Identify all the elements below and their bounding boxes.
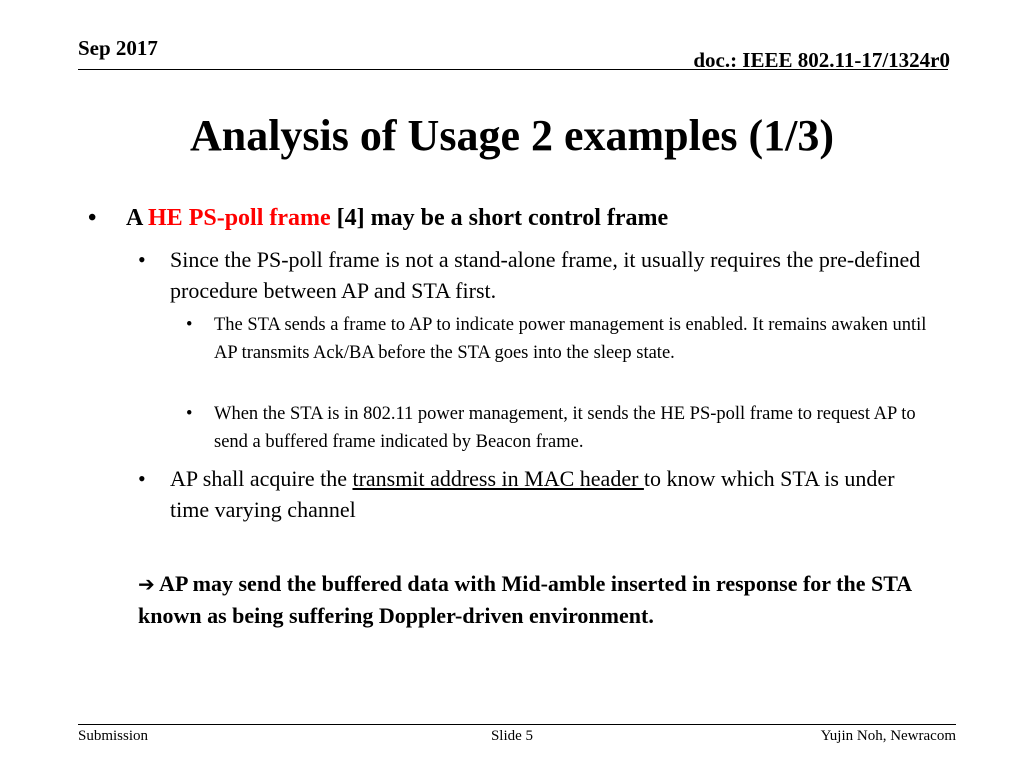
he-ps-poll-highlight: HE PS-poll frame [148, 205, 331, 231]
bullet-sub1 [138, 244, 938, 306]
footer-author: Yujin Noh, Newracom [820, 728, 956, 744]
right-arrow-icon: ➔ [138, 572, 155, 596]
bullet-sub2 [138, 463, 938, 525]
conclusion [138, 568, 958, 631]
slide-title: Analysis of Usage 2 examples (1/3) [189, 111, 835, 160]
bullet-dot: • [186, 404, 193, 424]
bullet-sub1-item-1 [186, 312, 946, 367]
header-rule [78, 69, 948, 70]
footer-submission: Submission [78, 728, 149, 744]
bullet-sub1-item-1-text: The STA sends a frame to AP to indicate power management is enabled. It remains awaken until AP transmits Ack/BA before the STA goes into the sleep state. [214, 315, 927, 363]
bullet-sub1-item-2 [186, 401, 946, 456]
bullet-sub2-text [170, 463, 938, 525]
footer-rule [78, 724, 956, 725]
header-doc-id: doc.: IEEE 802.11-17/1324r0 [693, 48, 950, 72]
bullet-sub2-prefix: AP shall acquire the [170, 466, 353, 491]
bullet-level1-text [126, 202, 668, 234]
bullet-sub1-text: Since the PS-poll frame is not a stand-alone frame, it usually requires the pre-defined procedure between AP and STA first. [170, 247, 921, 303]
bullet-dot: • [138, 247, 146, 272]
bullet-sub2-suffix: to know which STA is under time varying channel [170, 466, 895, 522]
bullet-sub1-item-2-text: When the STA is in 802.11 power management, it sends the HE PS-poll frame to request AP to send a buffered frame indicated by Beacon frame. [214, 404, 916, 452]
mac-header-underlined: transmit address in MAC header [352, 466, 644, 491]
bullet-dot: • [186, 315, 193, 335]
conclusion-text: AP may send the buffered data with Mid-amble inserted in response for the STA known as being suffering Doppler-driven environment. [138, 571, 911, 628]
bullet-level1-suffix: [4] may be a short control frame [330, 205, 669, 231]
bullet-dot: • [88, 205, 97, 231]
header-date: Sep 2017 [78, 36, 158, 60]
bullet-dot: • [138, 466, 146, 491]
footer-slide-number: Slide 5 [490, 728, 534, 744]
bullet-level1-prefix: A [126, 205, 149, 231]
